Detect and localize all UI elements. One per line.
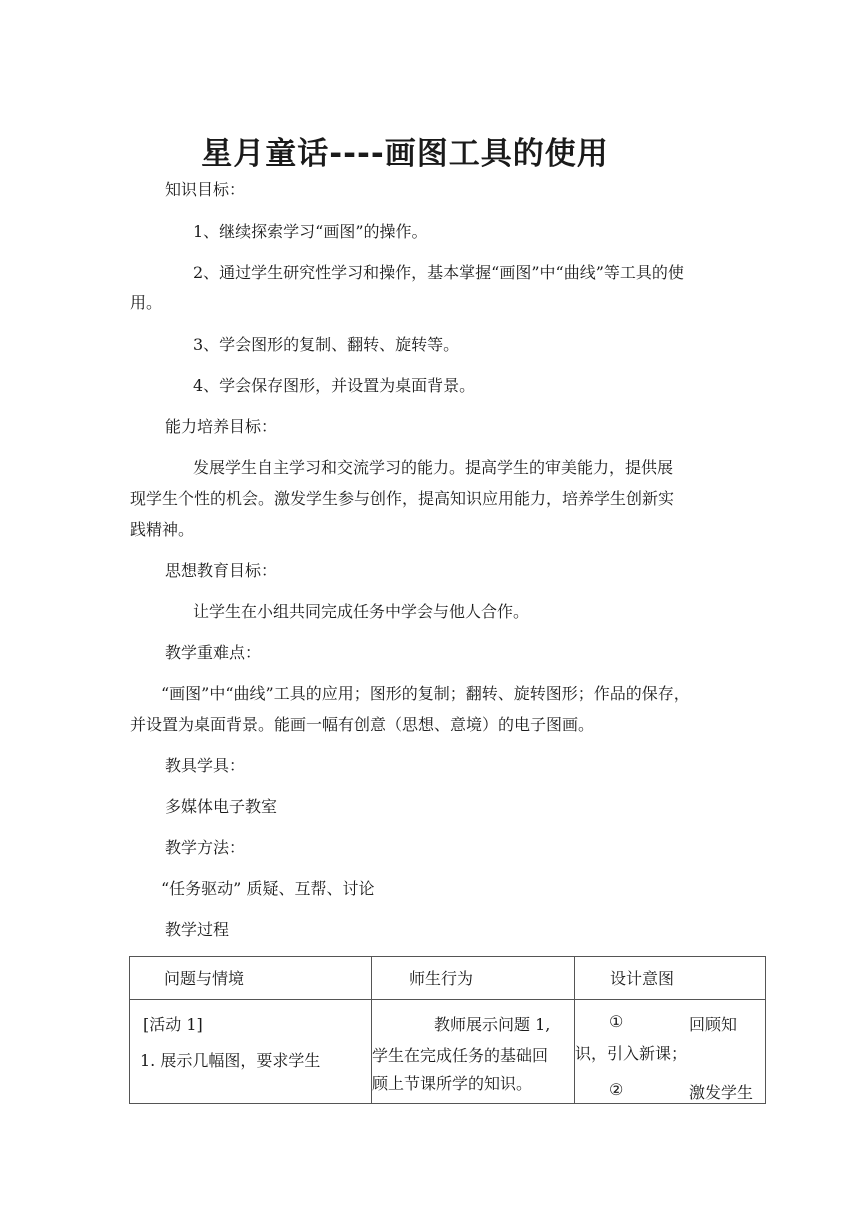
process-heading: 教学过程 [165,920,230,939]
table-header-row [130,957,766,1000]
header-intent: 设计意图 [610,969,675,988]
knowledge-item-2-cont: 用。 [130,293,163,312]
table-header-cell [372,957,575,1000]
table-header-cell [130,957,372,1000]
intent-line-1: 回顾知 [689,1015,738,1034]
header-problem: 问题与情境 [164,969,245,988]
table-cell-intent [575,1000,766,1104]
header-behavior: 师生行为 [409,969,474,988]
intent-marker-2: ② [609,1080,624,1099]
table-row [130,1000,766,1104]
ideology-text: 让学生在小组共同完成任务中学会与他人合作。 [193,602,530,621]
intent-line-2: 识，引入新课； [575,1044,688,1063]
key-heading: 教学重难点： [165,643,262,662]
behavior-line-3: 顾上节课所学的知识。 [372,1074,533,1093]
ability-line-3: 践精神。 [130,520,195,539]
intent-line-3: 激发学生 [689,1083,754,1102]
knowledge-item-2: 2、通过学生研究性学习和操作，基本掌握“画图”中“曲线”等工具的使 [193,263,684,282]
behavior-line-2: 学生在完成任务的基础回 [372,1046,549,1065]
ability-line-1: 发展学生自主学习和交流学习的能力。提高学生的审美能力，提供展 [193,458,674,477]
key-line-1: “画图”中“曲线”工具的应用；图形的复制；翻转、旋转图形；作品的保存， [161,684,690,703]
ideology-heading: 思想教育目标： [165,561,278,580]
ability-heading: 能力培养目标： [165,417,278,436]
table-header-cell [575,957,766,1000]
knowledge-heading: 知识目标： [165,180,246,199]
process-table [129,956,766,1104]
document-title: 星月童话----画图工具的使用 [201,136,609,172]
method-text: “任务驱动” 质疑、互帮、讨论 [161,879,375,898]
activity-step: 1. 展示几幅图，要求学生 [140,1051,321,1070]
behavior-line-1: 教师展示问题 1, [434,1015,551,1034]
key-line-2: 并设置为桌面背景。能画一幅有创意（思想、意境）的电子图画。 [130,715,595,734]
table-cell-behavior [372,1000,575,1104]
intent-marker-1: ① [609,1012,624,1031]
table-cell-problem [130,1000,372,1104]
knowledge-item-4: 4、学会保存图形，并设置为桌面背景。 [193,376,476,395]
tools-heading: 教具学具： [165,756,246,775]
method-heading: 教学方法： [165,838,246,857]
ability-line-2: 现学生个性的机会。激发学生参与创作，提高知识应用能力，培养学生创新实 [130,489,675,508]
knowledge-item-3: 3、学会图形的复制、翻转、旋转等。 [193,335,460,354]
tools-text: 多媒体电子教室 [165,797,278,816]
activity-label: [活动 1] [143,1015,203,1034]
knowledge-item-1: 1、继续探索学习“画图”的操作。 [193,222,428,241]
